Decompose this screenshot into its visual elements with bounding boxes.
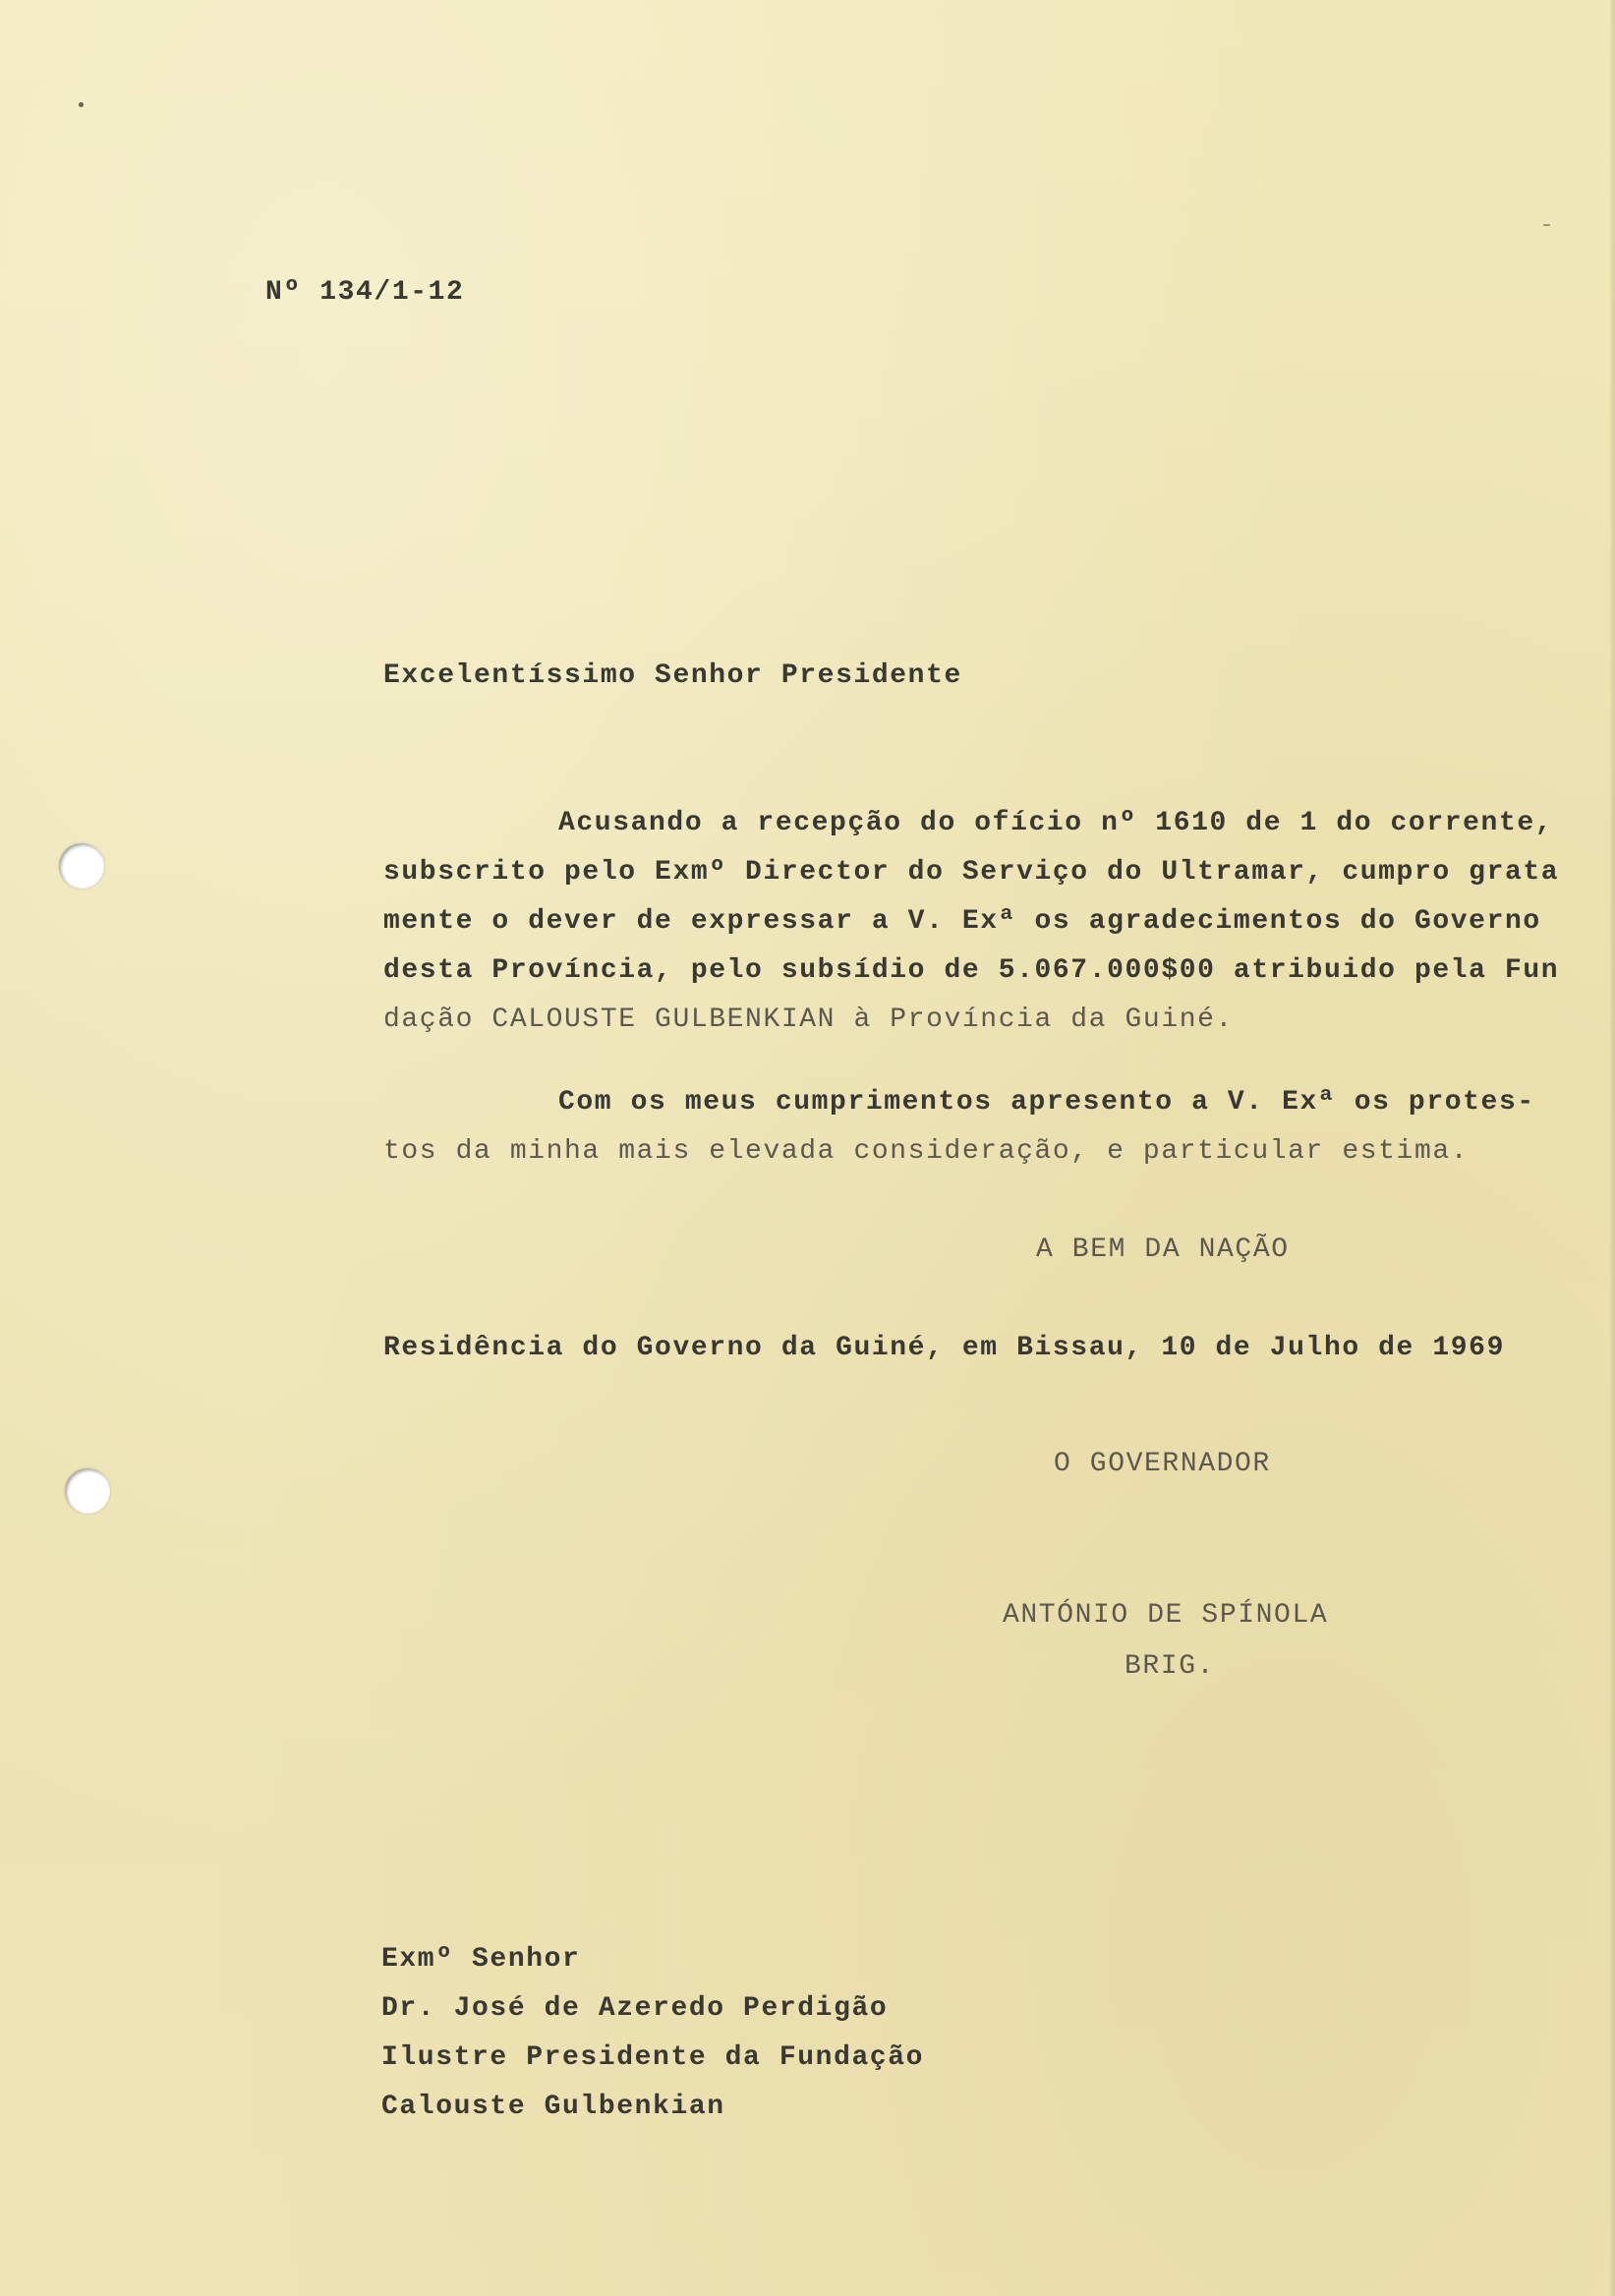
addressee-line-1: Exmº Senhor — [381, 1944, 581, 1975]
punch-hole-top — [59, 843, 104, 889]
paragraph-2-line-1: Com os meus cumprimentos apresento a V. Exª os protes- — [558, 1087, 1535, 1118]
paragraph-1-line-2: subscrito pelo Exmº Director do Serviço do Ultramar, cumpro grata — [383, 857, 1560, 888]
place-and-date: Residência do Governo da Guiné, em Bissau, 10 de Julho de 1969 — [383, 1333, 1505, 1363]
punch-hole-bottom — [65, 1468, 110, 1514]
document-number: Nº 134/1-12 — [265, 277, 465, 308]
paper-speck — [79, 102, 84, 107]
addressee-line-4: Calouste Gulbenkian — [381, 2092, 725, 2122]
paragraph-1-line-4: desta Província, pelo subsídio de 5.067.000$00 atribuido pela Fun — [383, 955, 1560, 986]
paragraph-1-line-5: dação CALOUSTE GULBENKIAN à Província da Guiné. — [383, 1004, 1234, 1035]
salutation: Excelentíssimo Senhor Presidente — [383, 660, 962, 691]
closing-motto: A BEM DA NAÇÃO — [1036, 1234, 1290, 1265]
signature-title: O GOVERNADOR — [1054, 1449, 1271, 1479]
paragraph-2-line-2: tos da minha mais elevada consideração, e particular estima. — [383, 1136, 1470, 1167]
paragraph-1-line-3: mente o dever de expressar a V. Exª os agradecimentos do Governo — [383, 906, 1541, 937]
addressee-line-3: Ilustre Presidente da Fundação — [381, 2042, 925, 2073]
paper-speck — [1543, 224, 1550, 226]
addressee-line-2: Dr. José de Azeredo Perdigão — [381, 1993, 889, 2024]
signature-name: ANTÓNIO DE SPÍNOLA — [1003, 1600, 1329, 1631]
signature-rank: BRIG. — [1125, 1651, 1216, 1682]
paper-edge-shadow — [1609, 0, 1615, 2296]
paragraph-1-line-1: Acusando a recepção do ofício nº 1610 de 1 do corrente, — [558, 808, 1554, 838]
